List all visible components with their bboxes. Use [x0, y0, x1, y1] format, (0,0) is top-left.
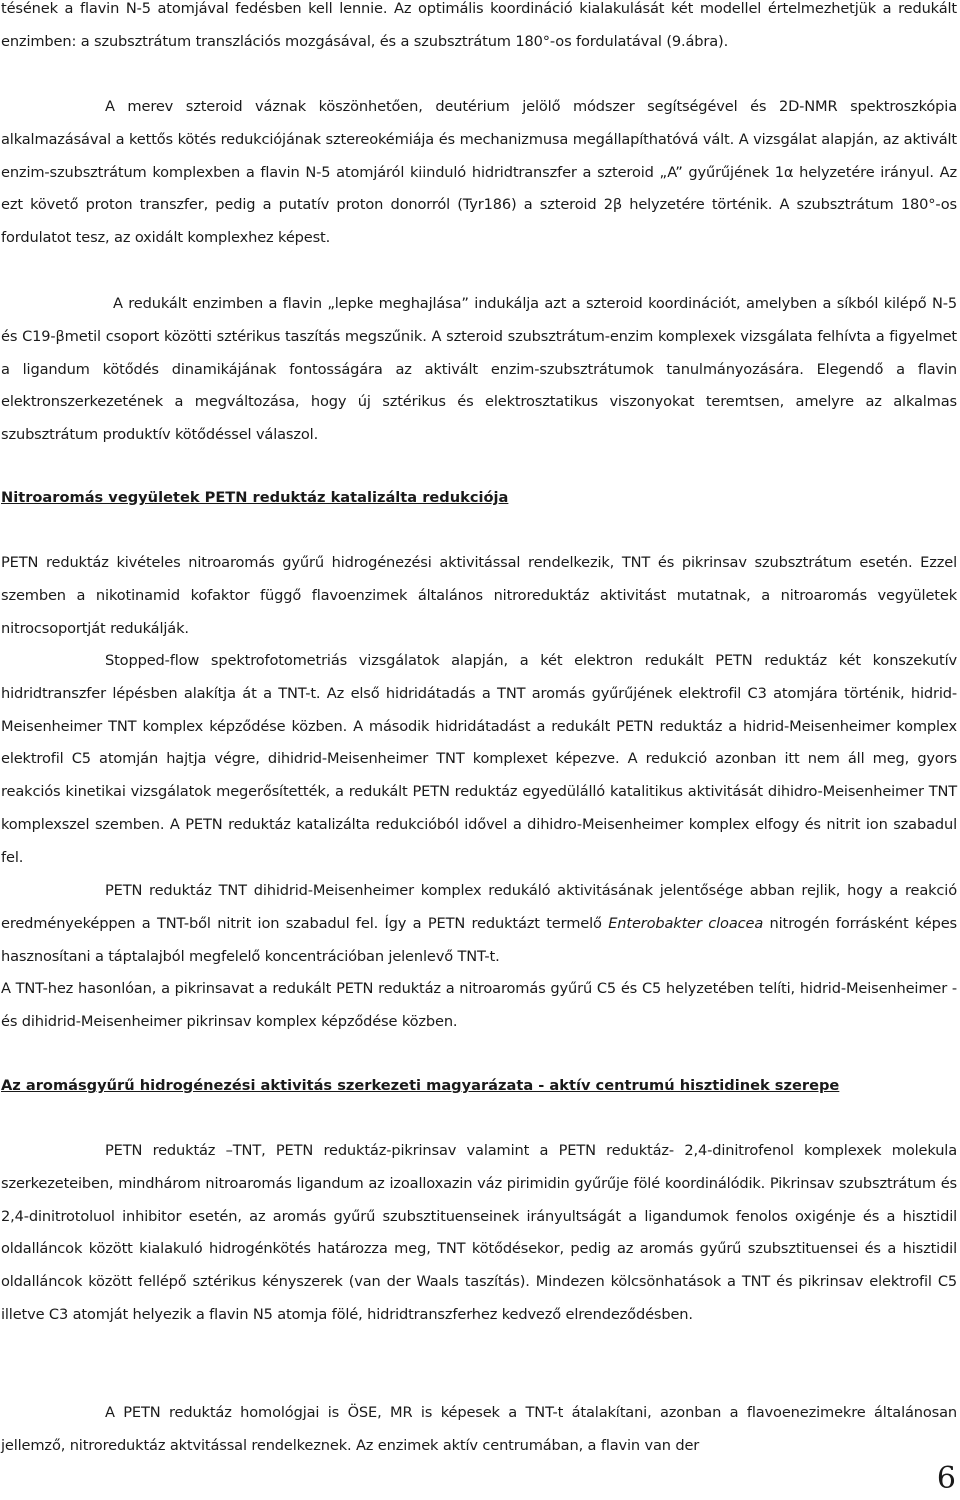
paragraph-text: PETN reduktáz TNT dihidrid-Meisenheimer komplex redukáló aktivitásának jelentősége abban rejlik, hogy a reakció eredményeképpen a TNT-ből nitrit ion szabadul fel. Így a PETN reduktázt termelő: [1, 882, 957, 932]
paragraph-text: nitrogén forrásként képes hasznosítani a táptalajból megfelelő koncentrációban jelenlevő TNT-t.: [1, 914, 957, 965]
paragraph: PETN reduktáz –TNT, PETN reduktáz-pikrinsav valamint a PETN reduktáz- 2,4-dinitrofenol komplexek molekula szerkezeteiben, mindhárom nitroaromás ligandum az izoalloxazin váz pirimidin gyűrűje fölé koordinálódik. Pikrinsav szubsztrátum és 2,4-dinitrotoluol inhibitor esetén, az aromás gyűrű szubsztituenseinek irányultságát a ligandumok fenolos oxigénje és a hisztidil oldalláncok között kialakuló hidrogénkötés határozza meg, TNT kötődésekor, pedig az aromás gyűrű szubsztituensei és a hisztidil oldalláncok között fellépő sztérikus kényszerek (van der Waals taszítás). Mindezen kölcsönhatások a TNT és pikrinsav elektrofil C5 illetve C3 atomját helyezik a flavin N5 atomja fölé, hidridtranszferhez kedvező elrendeződésben.: [1, 1142, 957, 1323]
species-name: Enterobakter cloacea: [608, 914, 764, 932]
paragraph: A TNT-hez hasonlóan, a pikrinsavat a redukált PETN reduktáz a nitroaromás gyűrű C5 és C5 helyzetében telíti, hidrid-Meisenheimer - és dihidrid-Meisenheimer pikrinsav komplex képződése közben.: [1, 980, 957, 1030]
section-heading: Az aromásgyűrű hidrogénezési aktivitás szerkezeti magyarázata - aktív centrumú hisztidinek szerepe: [1, 1077, 840, 1094]
paragraph: A merev szteroid váznak köszönhetően, deutérium jelölő módszer segítségével és 2D-NMR spektroszkópia alkalmazásával a kettős kötés redukciójának sztereokémiája és mechanizmusa megállapíthatóvá vált. A vizsgálat alapján, az aktivált enzim-szubsztrátum komplexben a flavin N-5 atomjáról kiinduló hidridtranszfer a szteroid „A” gyűrűjének 1α helyzetére irányul. Az ezt követő proton transzfer, pedig a putatív proton donorról (Tyr186) a szteroid 2β helyzetére történik. A szubsztrátum 180°-os fordulatot tesz, az oxidált komplexhez képest.: [1, 98, 957, 247]
paragraph: A PETN reduktáz homológjai is ÖSE, MR is képesek a TNT-t átalakítani, azonban a flavoenezimekre általánosan jellemző, nitroreduktáz aktvitással rendelkeznek. Az enzimek aktív centrumában, a flavin van der: [1, 1404, 957, 1454]
paragraph: Stopped-flow spektrofotometriás vizsgálatok alapján, a két elektron redukált PETN reduktáz két konszekutív hidridtranszfer lépésben alakítja át a TNT-t. Az első hidridátadás a TNT aromás gyűrűjének elektrofil C3 atomjára történik, hidrid-Meisenheimer TNT komplex képződése közben. A második hidridátadást a redukált PETN reduktáz a hidrid-Meisenheimer komplex elektrofil C5 atomján hajtja végre, dihidrid-Meisenheimer TNT komplexet képezve. A redukció azonban itt nem áll meg, gyors reakciós kinetikai vizsgálatok megerősítették, a redukált PETN reduktáz egyedülálló katalitikus aktivitását dihidro-Meisenheimer TNT komplexszel szemben. A PETN reduktáz katalizálta redukcióból idővel a dihidro-Meisenheimer komplex elfogy és nitrit ion szabadul fel.: [1, 652, 957, 866]
page-number: 6: [936, 1461, 956, 1496]
paragraph: PETN reduktáz kivételes nitroaromás gyűrű hidrogénezési aktivitással rendelkezik, TNT és pikrinsav szubsztrátum esetén. Ezzel szemben a nikotinamid kofaktor függő flavoenzimek általános nitroreduktáz aktivitást mutatnak, a nitroaromás vegyületek nitrocsoportját redukálják.: [1, 554, 957, 637]
paragraph: tésének a flavin N-5 atomjával fedésben kell lennie. Az optimális koordináció kialakulását két modellel értelmezhetjük a redukált enzimben: a szubsztrátum transzlációs mozgásával, és a szubsztrátum 180°-os fordulatával (9.ábra).: [1, 0, 957, 50]
paragraph: [1, 875, 957, 973]
paragraph: A redukált enzimben a flavin „lepke meghajlása” indukálja azt a szteroid koordinációt, amelyben a síkból kilépő N-5 és C19-βmetil csoport közötti sztérikus taszítás megszűnik. A szteroid szubsztrátum-enzim komplexek vizsgálata felhívta a figyelmet a ligandum kötődés dinamikájának fontosságára az aktivált enzim-szubsztrátumok tanulmányozására. Elegendő a flavin elektronszerkezetének a megváltozása, hogy új sztérikus és elektrosztatikus viszonyokat teremtsen, amelyre az alkalmas szubsztrátum produktív kötődéssel válaszol.: [1, 295, 957, 444]
section-heading: Nitroaromás vegyületek PETN reduktáz katalizálta redukciója: [1, 489, 509, 506]
